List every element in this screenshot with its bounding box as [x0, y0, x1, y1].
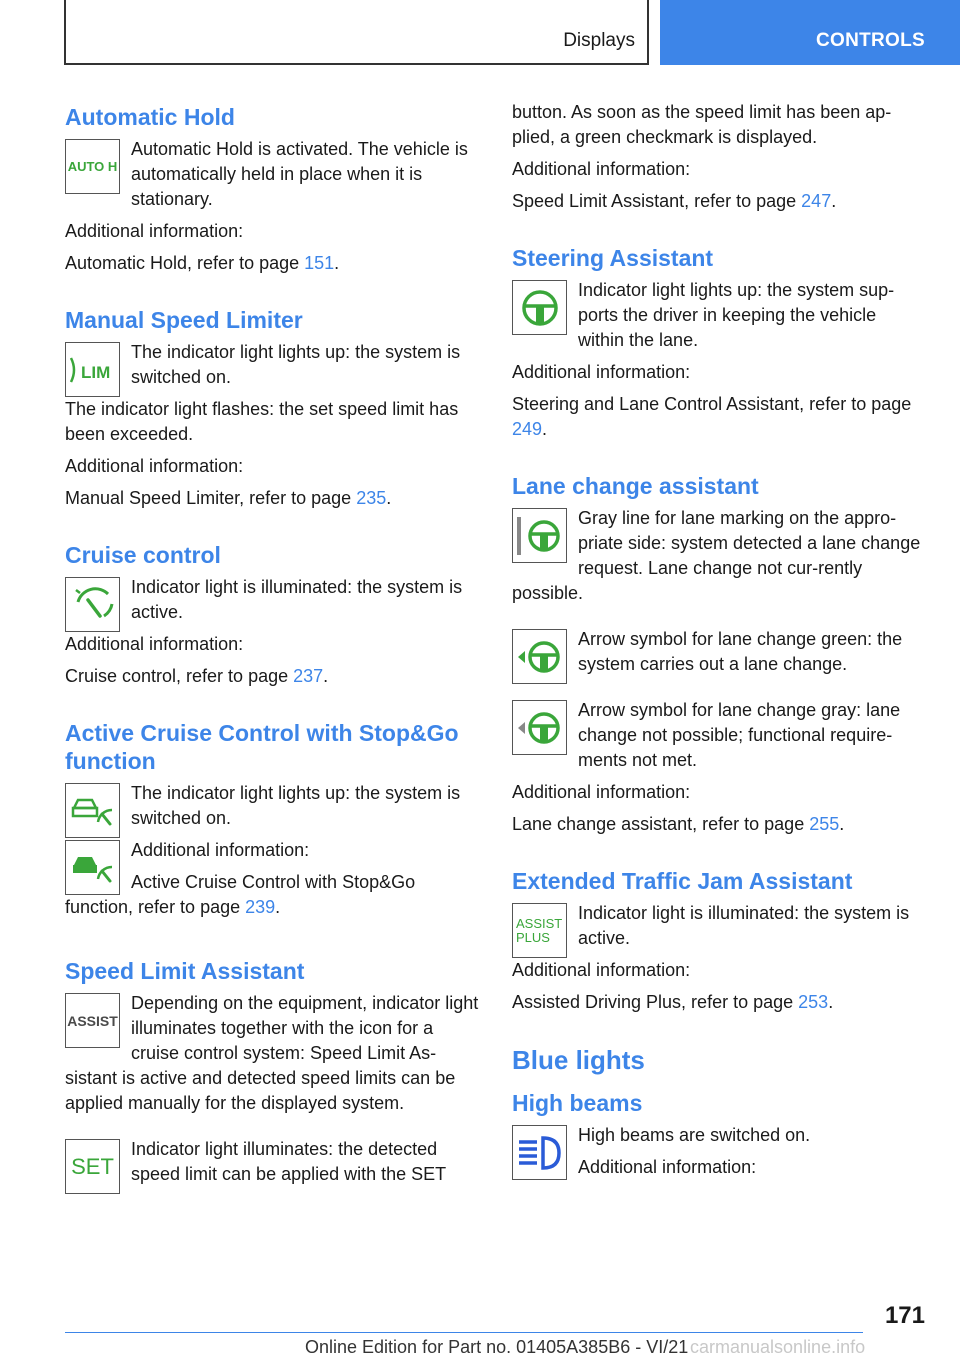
steering-desc: Indicator light lights up: the system sup-ports the driver in keeping the vehicle within the lane.: [578, 280, 895, 350]
steering-gray-line-icon: [512, 508, 567, 563]
heading-manual-speed-limiter: Manual Speed Limiter: [65, 307, 303, 333]
speed-assist-desc: Depending on the equipment, indicator light illuminates together with the icon for a cruise control system: Speed Limit As-sistant is active and detected speed limits can be applied manually for the displayed system.: [65, 993, 479, 1113]
steering-addl: Additional information:: [512, 362, 691, 382]
cruise-addl: Additional information:: [65, 634, 244, 654]
entry-automatic-hold: [65, 137, 480, 219]
lane-change-desc2: Arrow symbol for lane change green: the system carries out a lane change.: [578, 629, 903, 674]
entry-traffic-jam: [512, 901, 927, 983]
lane-change-desc1: Gray line for lane marking on the appro-priate side: system detected a lane change request. Lane change not cur-rently possible.: [512, 508, 921, 603]
svg-text:LIM: LIM: [80, 362, 110, 382]
assist-icon: ASSIST: [65, 993, 120, 1048]
heading-speed-limit-assistant: Speed Limit Assistant: [65, 958, 305, 984]
automatic-hold-desc: Automatic Hold is activated. The vehicle is automatically held in place when it is stationary.: [131, 139, 468, 209]
link-page-247[interactable]: 247: [801, 191, 832, 211]
acc-addl: Additional information:: [131, 840, 310, 860]
heading-automatic-hold: Automatic Hold: [65, 104, 235, 130]
link-page-253[interactable]: 253: [798, 992, 829, 1012]
entry-lane-change-3: [512, 698, 927, 780]
link-page-255[interactable]: 255: [809, 814, 840, 834]
cruise-ref: Cruise control, refer to page 237.: [65, 666, 329, 686]
footer-edition: Online Edition for Part no. 01405A385B6 - VI/21: [305, 1337, 689, 1357]
lane-change-desc3: Arrow symbol for lane change gray: lane change not possible; functional require-ments not met.: [578, 700, 901, 770]
set-icon: SET: [65, 1139, 120, 1194]
heading-cruise-control: Cruise control: [65, 542, 221, 568]
cruise-desc: Indicator light is illuminated: the system is active.: [131, 577, 463, 622]
cruise-control-icon: [65, 577, 120, 632]
acc-desc: The indicator light lights up: the system is switched on.: [131, 783, 461, 828]
page-number: 171: [884, 1302, 925, 1329]
watermark: carmanualsonline.info: [690, 1337, 866, 1357]
manual-limiter-desc2: The indicator light flashes: the set speed limit has been exceeded.: [65, 399, 459, 444]
entry-cruise-control: [65, 575, 480, 657]
heading-lane-change: Lane change assistant: [512, 473, 759, 499]
entry-acc: [65, 781, 480, 838]
link-page-237[interactable]: 237: [293, 666, 324, 686]
header-chapter-title: CONTROLS: [815, 30, 925, 51]
traffic-jam-desc: Indicator light is illuminated: the system is active.: [578, 903, 910, 948]
heading-high-beams: High beams: [512, 1090, 643, 1116]
automatic-hold-ref: Automatic Hold, refer to page 151.: [65, 253, 340, 273]
heading-steering-assistant: Steering Assistant: [512, 245, 714, 271]
assist-plus-icon: ASSIST PLUS: [512, 903, 567, 958]
header-section-title: Displays: [563, 30, 635, 51]
speed-assist-ref: Speed Limit Assistant, refer to page 247.: [512, 191, 837, 211]
steering-green-arrow-icon: [512, 629, 567, 684]
manual-limiter-addl: Additional information:: [65, 456, 244, 476]
acc-outline-icon: [65, 783, 120, 838]
acc-filled-icon: [65, 840, 120, 895]
entry-high-beams: [512, 1123, 927, 1180]
speed-assist-addl: Additional information:: [512, 159, 691, 179]
acc-ref: Active Cruise Control with Stop&Go function, refer to page 239.: [65, 872, 416, 917]
entry-lane-change-2: [512, 627, 927, 684]
left-column: [65, 100, 480, 1194]
lim-icon: [65, 342, 120, 397]
steering-ref: Steering and Lane Control Assistant, refer to page 249.: [512, 394, 912, 439]
traffic-jam-addl: Additional information:: [512, 960, 691, 980]
speed-assist-set-desc: Indicator light illuminates: the detected speed limit can be applied with the SET: [131, 1139, 447, 1184]
entry-steering: [512, 278, 927, 360]
lane-change-ref: Lane change assistant, refer to page 255.: [512, 814, 845, 834]
heading-acc-stop-go: Active Cruise Control with Stop&Go function: [65, 720, 459, 774]
header-section-box: [64, 0, 649, 65]
entry-lane-change-1: [512, 506, 927, 606]
right-column: [512, 100, 927, 1187]
high-beams-desc: High beams are switched on.: [578, 1125, 811, 1145]
heading-blue-lights: Blue lights: [512, 1045, 645, 1075]
header-chapter-tab: [660, 0, 960, 65]
traffic-jam-ref: Assisted Driving Plus, refer to page 253.: [512, 992, 834, 1012]
steering-wheel-icon: [512, 280, 567, 335]
auto-hold-icon: AUTO H: [65, 139, 120, 194]
automatic-hold-addl: Additional information:: [65, 221, 244, 241]
manual-limiter-desc1: The indicator light lights up: the system is switched on.: [131, 342, 461, 387]
high-beams-addl: Additional information:: [578, 1157, 757, 1177]
footer-divider: [65, 1332, 863, 1333]
link-page-235[interactable]: 235: [356, 488, 387, 508]
entry-manual-speed-limiter: [65, 340, 480, 447]
steering-gray-arrow-icon: [512, 700, 567, 755]
link-page-151[interactable]: 151: [304, 253, 335, 273]
entry-acc-2: [65, 838, 480, 927]
entry-speed-assist: [65, 991, 480, 1116]
lane-change-addl: Additional information:: [512, 782, 691, 802]
link-page-249[interactable]: 249: [512, 419, 543, 439]
high-beam-icon: [512, 1125, 567, 1180]
link-page-239[interactable]: 239: [245, 897, 276, 917]
manual-limiter-ref: Manual Speed Limiter, refer to page 235.: [65, 488, 392, 508]
speed-assist-cont-desc: button. As soon as the speed limit has been ap-plied, a green checkmark is displayed.: [512, 102, 892, 147]
heading-traffic-jam-assistant: Extended Traffic Jam Assistant: [512, 868, 853, 894]
entry-speed-assist-set: [65, 1137, 480, 1187]
